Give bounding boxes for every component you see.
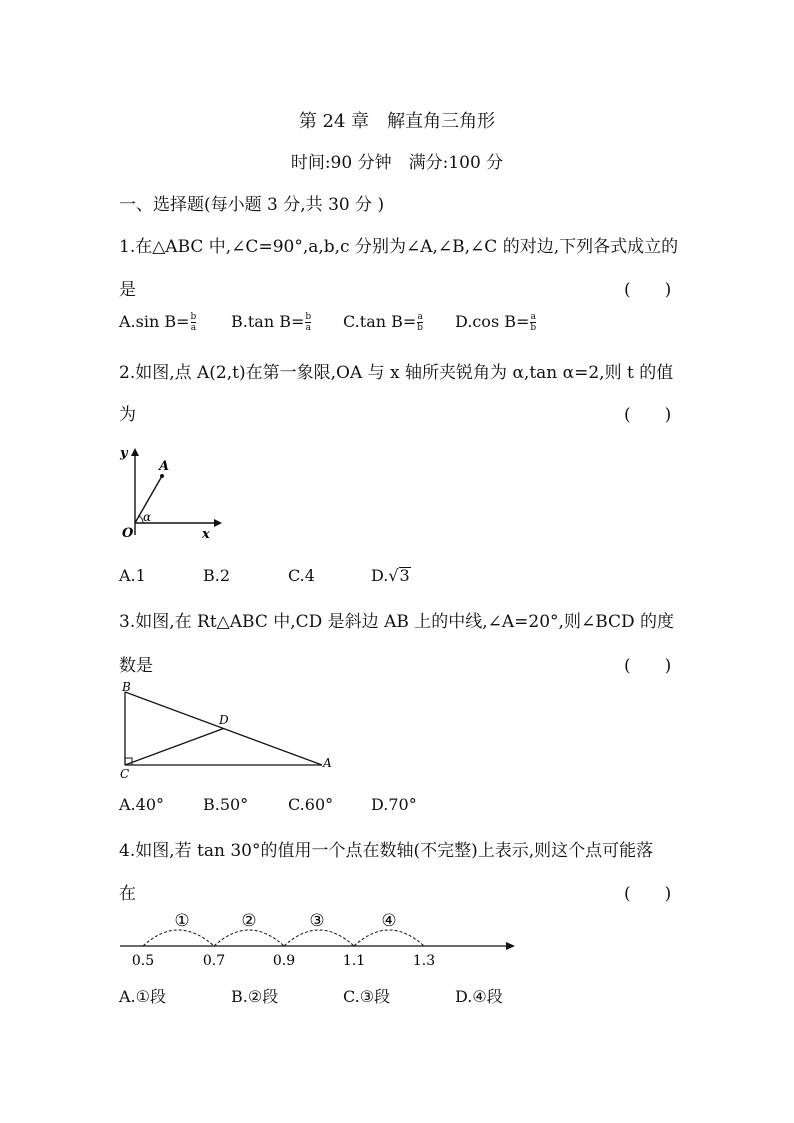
q2-label-o: O xyxy=(122,526,134,540)
q3-figure-right-triangle xyxy=(114,676,339,784)
q1-option-b[interactable] xyxy=(231,312,311,333)
q2-option-b[interactable]: B.2 xyxy=(203,566,231,585)
q1-option-c-label: C.tan B= xyxy=(343,312,417,331)
page-title: 第 24 章 解直角三角形 xyxy=(298,111,496,132)
q1-option-c[interactable] xyxy=(343,312,423,333)
q2-y-axis-arrow xyxy=(131,448,139,456)
q2-label-y: y xyxy=(120,446,128,461)
q4-tick-label: 0.7 xyxy=(202,953,226,969)
q1-line1: 1.在△ABC 中,∠C=90°,a,b,c 分别为∠A,∠B,∠C 的对边,下列各式成立的 xyxy=(119,237,679,257)
q2-option-d[interactable] xyxy=(371,566,411,585)
q1-answer-paren: ( ) xyxy=(624,280,672,300)
q4-segment-label-1: ① xyxy=(174,911,190,931)
q1-option-b-label: B.tan B= xyxy=(231,312,305,331)
q4-line2: 在 xyxy=(119,884,136,904)
q2-point-a xyxy=(160,474,164,478)
q2-x-axis-arrow xyxy=(214,519,222,527)
q4-segment-arc-4 xyxy=(354,930,424,946)
q2-line1: 2.如图,点 A(2,t)在第一象限,OA 与 x 轴所夹锐角为 α,tan α=2,则 t 的值 xyxy=(119,363,674,383)
q2-line2: 为 xyxy=(119,405,136,425)
q4-tick-label: 0.5 xyxy=(131,953,155,969)
q4-tick-label: 0.9 xyxy=(272,953,296,969)
q4-segment-label-3: ③ xyxy=(309,911,325,931)
q2-option-c[interactable]: C.4 xyxy=(288,566,315,585)
q4-segment-arc-2 xyxy=(214,930,284,946)
q2-label-alpha: α xyxy=(143,510,152,524)
q2-answer-paren: ( ) xyxy=(624,405,672,425)
q4-option-c[interactable]: C.③段 xyxy=(343,987,391,1006)
q1-option-d[interactable] xyxy=(455,312,536,333)
q2-option-a[interactable]: A.1 xyxy=(119,566,146,585)
q4-segment-arc-3 xyxy=(284,930,354,946)
q4-option-b[interactable]: B.②段 xyxy=(231,987,279,1006)
q1-line2: 是 xyxy=(119,280,136,300)
q2-label-a: A xyxy=(159,459,170,474)
q4-number-line-arrow xyxy=(506,942,515,950)
q3-option-c[interactable]: C.60° xyxy=(288,795,334,814)
q3-option-b[interactable]: B.50° xyxy=(203,795,249,814)
q1-option-a-label: A.sin B= xyxy=(119,312,190,331)
q1-option-c-fraction: $\frac{a}{b}$ xyxy=(417,312,424,333)
q3-label-d: D xyxy=(219,713,229,727)
q2-option-d-label: D. xyxy=(371,566,389,585)
section-heading: 一、选择题(每小题 3 分,共 30 分 ) xyxy=(119,195,385,215)
q3-option-a[interactable]: A.40° xyxy=(119,795,164,814)
q4-segment-arc-1 xyxy=(143,930,214,946)
q3-line1: 3.如图,在 Rt△ABC 中,CD 是斜边 AB 上的中线,∠A=20°,则∠BCD 的度 xyxy=(119,612,675,632)
q1-option-a[interactable] xyxy=(119,312,196,333)
q4-answer-paren: ( ) xyxy=(624,884,672,904)
q3-answer-paren: ( ) xyxy=(624,656,672,676)
q1-option-b-fraction: $\frac{b}{a}$ xyxy=(305,312,312,333)
q4-tick-label: 1.1 xyxy=(342,953,366,969)
q4-option-d[interactable]: D.④段 xyxy=(455,987,503,1006)
q3-label-b: B xyxy=(122,680,131,694)
q3-median-cd xyxy=(125,729,224,766)
q4-tick-label: 1.3 xyxy=(412,953,436,969)
q2-option-d-radicand: 3 xyxy=(399,566,410,585)
q1-option-d-fraction: $\frac{a}{b}$ xyxy=(530,312,537,333)
page-subtitle: 时间:90 分钟 满分:100 分 xyxy=(290,153,504,173)
q4-segment-label-4: ④ xyxy=(381,911,397,931)
q4-option-a[interactable]: A.①段 xyxy=(119,987,166,1006)
q3-line2: 数是 xyxy=(119,656,153,676)
q4-line1: 4.如图,若 tan 30°的值用一个点在数轴(不完整)上表示,则这个点可能落 xyxy=(119,841,654,861)
q2-label-x: x xyxy=(202,527,210,540)
q4-figure-number-line xyxy=(116,906,520,972)
q4-segment-label-2: ② xyxy=(241,911,257,931)
q2-figure-coordinate-axes xyxy=(118,440,223,540)
sqrt-radical-icon: √ xyxy=(388,566,399,585)
q3-option-d[interactable]: D.70° xyxy=(371,795,417,814)
q1-option-d-label: D.cos B= xyxy=(455,312,530,331)
q1-option-a-fraction: $\frac{b}{a}$ xyxy=(190,312,197,333)
q3-label-a: A xyxy=(323,756,332,770)
q3-label-c: C xyxy=(120,767,130,781)
